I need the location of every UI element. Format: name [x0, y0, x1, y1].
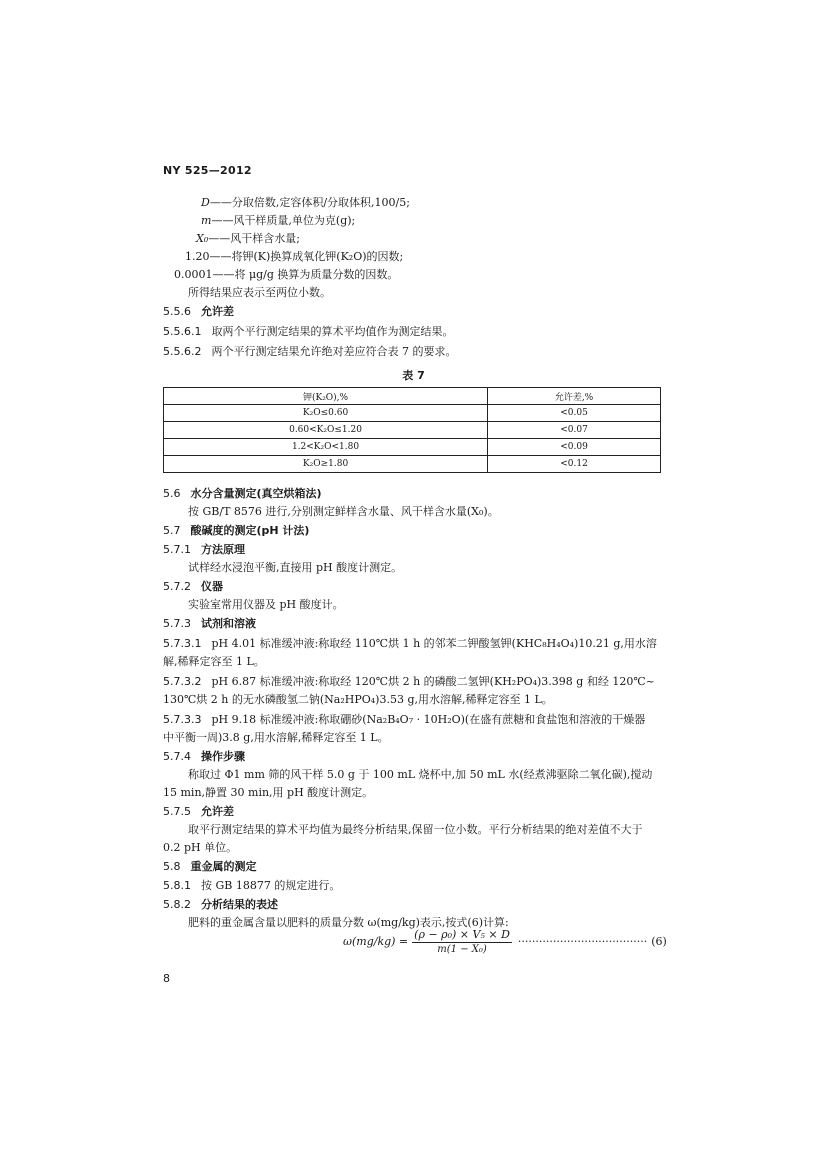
formula-leader-dots: ····································· [517, 935, 648, 948]
table-row [164, 439, 661, 456]
section-5-8-2-body: 肥料的重金属含量以肥料的质量分数 ω(mg/kg)表示,按式(6)计算: [188, 916, 509, 929]
section-5-6-body: 按 GB/T 8576 进行,分别测定鲜样含水量、风干样含水量(X₀)。 [188, 505, 499, 518]
section-5-7-1: 5.7.1 方法原理 [163, 543, 245, 556]
table-cell: <0.05 [488, 405, 661, 422]
section-5-7-2: 5.7.2 仪器 [163, 580, 223, 593]
formula-fraction [412, 928, 512, 955]
definition-m: m——风干样质量,单位为克(g); [201, 214, 356, 227]
section-5-7-4-cont: 15 min,静置 30 min,用 pH 酸度计测定。 [163, 786, 374, 799]
section-5-7-3-3: 5.7.3.3 pH 9.18 标准缓冲液:称取硼砂(Na₂B₄O₇ · 10H₂O)(在盛有蔗糖和食盐饱和溶液的干燥器 [163, 713, 646, 726]
section-5-5-6-1: 5.5.6.1 取两个平行测定结果的算术平均值作为测定结果。 [163, 325, 454, 338]
table-row [164, 422, 661, 439]
definition-factor-120: 1.20——将钾(K)换算成氧化钾(K₂O)的因数; [185, 250, 404, 263]
definition-d: D——分取倍数,定容体积/分取体积,100/5; [201, 196, 410, 209]
section-5-7-4-body: 称取过 Φ1 mm 筛的风干样 5.0 g 于 100 mL 烧杯中,加 50 mL 水(经煮沸驱除二氧化碳),搅动 [188, 768, 653, 781]
formula-denominator: m(1 − X₀) [437, 944, 487, 955]
table-header-row [164, 388, 661, 405]
table-header-potassium: 钾(K₂O),% [164, 388, 488, 405]
section-5-7-5-body: 取平行测定结果的算术平均值为最终分析结果,保留一位小数。平行分析结果的绝对差值不大于 [188, 823, 643, 836]
page-number: 8 [163, 972, 170, 985]
definition-factor-00001: 0.0001——将 μg/g 换算为质量分数的因数。 [174, 268, 399, 281]
table-cell: <0.12 [488, 456, 661, 473]
section-5-5-6: 5.5.6 允许差 [163, 305, 234, 318]
table-row [164, 405, 661, 422]
section-5-7-4: 5.7.4 操作步骤 [163, 750, 245, 763]
table-cell: <0.07 [488, 422, 661, 439]
section-5-7-2-body: 实验室常用仪器及 pH 酸度计。 [188, 598, 344, 611]
standard-id: NY 525—2012 [163, 164, 252, 177]
section-5-7-3: 5.7.3 试剂和溶液 [163, 617, 256, 630]
section-5-7: 5.7 酸碱度的测定(pH 计法) [163, 524, 310, 537]
section-5-7-5: 5.7.5 允许差 [163, 805, 234, 818]
table-cell: 0.60<K₂O≤1.20 [164, 422, 488, 439]
definition-x0: X₀——风干样含水量; [196, 232, 300, 245]
formula-lhs: ω(mg/kg) = [343, 935, 409, 948]
section-5-8: 5.8 重金属的测定 [163, 860, 257, 873]
section-5-7-3-2-cont: 130℃烘 2 h 的无水磷酸氢二钠(Na₂HPO₄)3.53 g,用水溶解,稀释定容至 1 L。 [163, 693, 553, 706]
section-5-7-3-1: 5.7.3.1 pH 4.01 标准缓冲液:称取经 110℃烘 1 h 的邻苯二钾酸氢钾(KHC₈H₄O₄)10.21 g,用水溶 [163, 637, 657, 650]
table-cell: K₂O≤0.60 [164, 405, 488, 422]
result-precision-note: 所得结果应表示至两位小数。 [188, 286, 331, 299]
table-cell: 1.2<K₂O<1.80 [164, 439, 488, 456]
section-5-6: 5.6 水分含量测定(真空烘箱法) [163, 487, 322, 500]
section-5-8-1: 5.8.1 按 GB 18877 的规定进行。 [163, 879, 341, 892]
formula-numerator: (ρ − ρ₀) × V₅ × D [414, 928, 510, 941]
table-cell: K₂O≥1.80 [164, 456, 488, 473]
table-cell: <0.09 [488, 439, 661, 456]
section-5-7-3-3-cont: 中平衡一周)3.8 g,用水溶解,稀释定容至 1 L。 [163, 731, 389, 744]
formula-6 [343, 928, 667, 955]
section-5-7-5-cont: 0.2 pH 单位。 [163, 841, 238, 854]
section-5-7-1-body: 试样经水浸泡平衡,直接用 pH 酸度计测定。 [188, 561, 403, 574]
section-5-5-6-2: 5.5.6.2 两个平行测定结果允许绝对差应符合表 7 的要求。 [163, 345, 457, 358]
section-5-7-3-2: 5.7.3.2 pH 6.87 标准缓冲液:称取经 120℃烘 2 h 的磷酸二氢钾(KH₂PO₄)3.398 g 和经 120℃~ [163, 675, 655, 688]
table-7 [163, 387, 661, 473]
table-7-caption: 表 7 [402, 369, 425, 382]
table-header-tolerance: 允许差,% [488, 388, 661, 405]
section-5-8-2: 5.8.2 分析结果的表述 [163, 898, 278, 911]
formula-number: (6) [651, 935, 667, 948]
section-5-7-3-1-cont: 解,稀释定容至 1 L。 [163, 655, 265, 668]
table-row [164, 456, 661, 473]
